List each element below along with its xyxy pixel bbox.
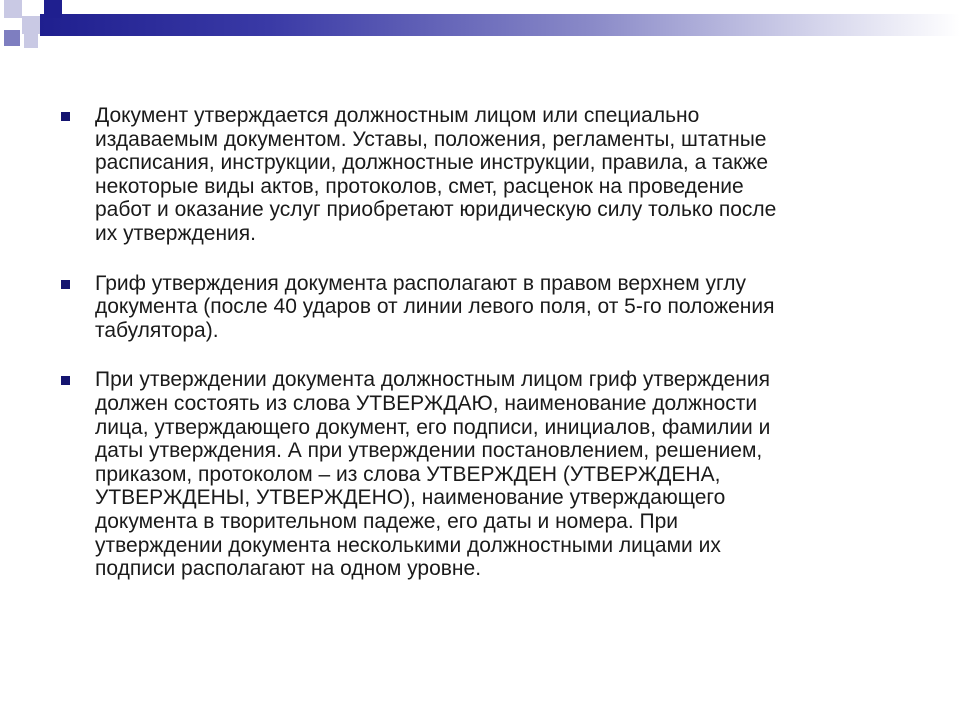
bullet-square-icon [61,280,70,289]
text-line: расписания, инструкции, должностные инструкции, правила, а также [95,151,769,175]
decor-square-icon [4,0,22,18]
decor-square-icon [44,0,62,18]
text-line: Гриф утверждения документа располагают в правом верхнем углу [95,271,746,295]
text-line: некоторые виды актов, протоколов, смет, расценок на проведение [95,174,744,198]
text-line: подписи располагают на одном уровне. [95,557,482,581]
text-line: приказом, протоколом – из слова УТВЕРЖДЕН (УТВЕРЖДЕНА, [95,462,721,486]
text-line: документа (после 40 ударов от линии левого поля, от 5-го положения [95,295,775,319]
text-line: Документ утверждается должностным лицом или специально [95,104,700,127]
text-line: При утверждении документа должностным лицом гриф утверждения [95,368,770,392]
header-gradient-bar [40,14,960,36]
text-line: даты утверждения. А при утверждении постановлением, решением, [95,439,763,463]
bullet-item [55,272,885,343]
text-line: УТВЕРЖДЕНЫ, УТВЕРЖДЕНО), наименование утверждающего [95,486,726,510]
bullet-item [55,104,885,246]
text-line: утверждении документа несколькими должностными лицами их [95,533,721,557]
text-line: их утверждения. [95,221,256,245]
bullet-text [95,104,885,246]
bullet-item [55,368,885,580]
text-line: документа в творительном падеже, его даты и номера. При [95,509,678,533]
bullet-text [95,368,885,580]
bullet-text [95,272,885,343]
bullet-list [55,104,885,607]
bullet-square-icon [61,376,70,385]
bullet-square-icon [61,112,70,121]
decor-square-icon [4,30,20,46]
text-line: издаваемым документом. Уставы, положения, регламенты, штатные [95,127,767,151]
text-line: работ и оказание услуг приобретают юридическую силу только после [95,198,777,222]
text-line: должен состоять из слова УТВЕРЖДАЮ, наименование должности [95,391,758,415]
text-line: лица, утверждающего документ, его подписи, инициалов, фамилии и [95,415,771,439]
decor-square-icon [22,16,40,34]
decor-square-icon [24,34,38,48]
text-line: табулятора). [95,318,219,342]
